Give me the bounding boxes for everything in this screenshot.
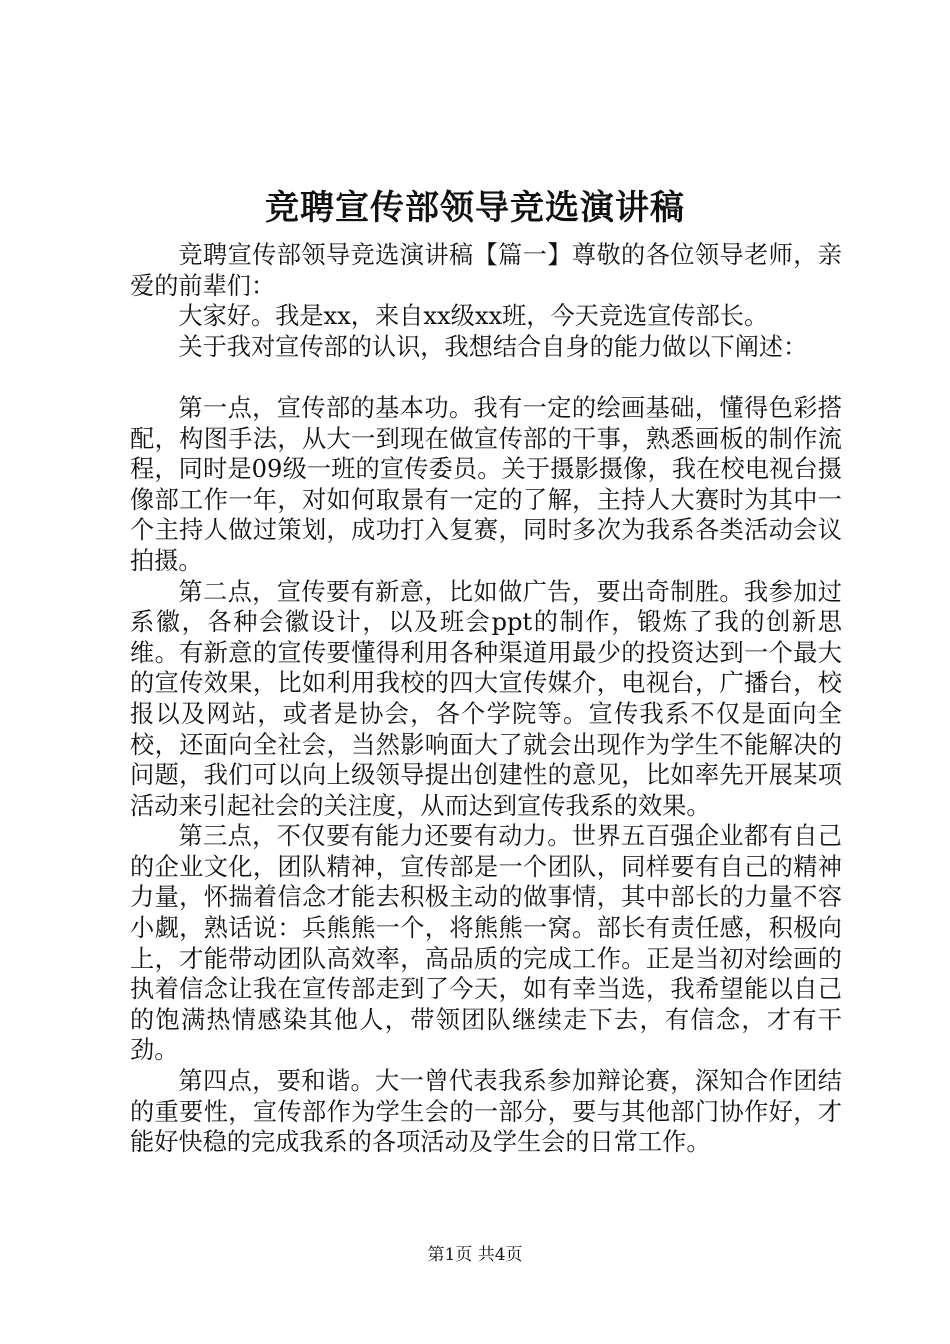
paragraph-point-one: 第一点，宣传部的基本功。我有一定的绘画基础，懂得色彩搭配，构图手法，从大一到现在做宣传部的干事，熟悉画板的制作流程，同时是09级一班的宣传委员。关于摄影摄像，我在校电视台摄像部工作一年，对如何取景有一定的了解，主持人大赛时为其中一个主持人做过策划，成功打入复赛，同时多次为我系各类活动会议拍摄。 (130, 393, 842, 575)
document-body (130, 240, 842, 1158)
page-footer: 第1页 共4页 (427, 1245, 523, 1265)
paragraph-point-four: 第四点，要和谐。大一曾代表我系参加辩论赛，深知合作团结的重要性，宣传部作为学生会的一部分，要与其他部门协作好，才能好快稳的完成我系的各项活动及学生会的日常工作。 (130, 1067, 842, 1157)
document-title: 竞聘宣传部领导竞选演讲稿 (265, 188, 685, 228)
paragraph-point-two: 第二点，宣传要有新意，比如做广告，要出奇制胜。我参加过系徽，各种会徽设计，以及班会ppt的制作，锻炼了我的创新思维。有新意的宣传要懂得利用各种渠道用最少的投资达到一个最大的宣传效果，比如利用我校的四大宣传媒介，电视台，广播台，校报以及网站，或者是协会，各个学院等。宣传我系不仅是面向全校，还面向全社会，当然影响面大了就会出现作为学生不能解决的问题，我们可以向上级领导提出创建性的意见，比如率先开展某项活动来引起社会的关注度，从而达到宣传我系的效果。 (130, 577, 842, 820)
paragraph-intro: 大家好。我是xx，来自xx级xx班，今天竞选宣传部长。 (178, 302, 769, 331)
paragraph-greeting: 竞聘宣传部领导竞选演讲稿【篇一】尊敬的各位领导老师，亲爱的前辈们： (130, 241, 842, 300)
paragraph-lead-in: 关于我对宣传部的认识，我想结合自身的能力做以下阐述： (178, 332, 808, 361)
paragraph-point-three: 第三点，不仅要有能力还要有动力。世界五百强企业都有自己的企业文化，团队精神，宣传部是一个团队，同样要有自己的精神力量，怀揣着信念才能去积极主动的做事情，其中部长的力量不容小觑，熟话说：兵熊熊一个，将熊熊一窝。部长有责任感，积极向上，才能带动团队高效率，高品质的完成工作。正是当初对绘画的执着信念让我在宣传部走到了今天，如有幸当选，我希望能以自己的饱满热情感染其他人，带领团队继续走下去，有信念，才有干劲。 (130, 822, 842, 1065)
